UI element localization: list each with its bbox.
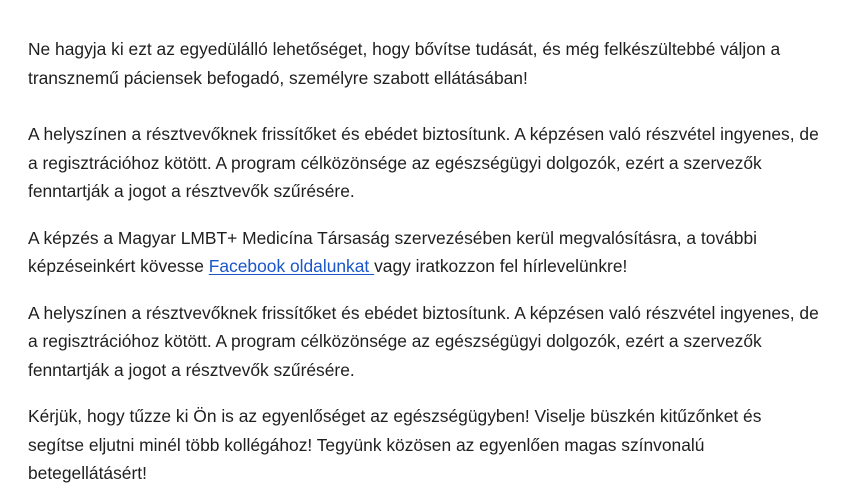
paragraph-organizer	[28, 224, 820, 281]
paragraph-refreshments-repeat: A helyszínen a résztvevőknek frissítőket és ebédet biztosítunk. A képzésen való részvétel ingyenes, de a regisztrációhoz kötött. A program célközönsége az egészségügyi dolgozók, ezért a szervezők fenntartják a jogot a résztvevők szűrésére.	[28, 302, 819, 380]
facebook-page-link[interactable]: Facebook oldalunkat	[208, 256, 375, 276]
paragraph-organizer-text: A képzés a Magyar LMBT+ Medicína Társaság szervezésében kerül megvalósításra, a további képzéseinkért kövesse	[28, 227, 757, 276]
paragraph-refreshments: A helyszínen a résztvevőknek frissítőket és ebédet biztosítunk. A képzésen való részvétel ingyenes, de a regisztrációhoz kötött. A program célközönsége az egészségügyi dolgozók, ezért a szervezők fenntartják a jogot a résztvevők szűrésére.	[28, 124, 819, 201]
paragraph-organizer-text-end: vagy iratkozzon fel hírlevelünkre!	[374, 256, 628, 276]
paragraph-opportunity: Ne hagyja ki ezt az egyedülálló lehetőséget, hogy bővítse tudását, és még felkészültebbé váljon a transznemű páciensek befogadó, személyre szabott ellátásában!	[28, 39, 781, 88]
paragraph-equality-call: Kérjük, hogy tűzze ki Ön is az egyenlőséget az egészségügyben! Viselje büszkén kitűzőnket és segítse eljutni minél több kollégához! Tegyünk közösen az egyenlően magas színvonalú betegellátásért!	[28, 406, 762, 483]
